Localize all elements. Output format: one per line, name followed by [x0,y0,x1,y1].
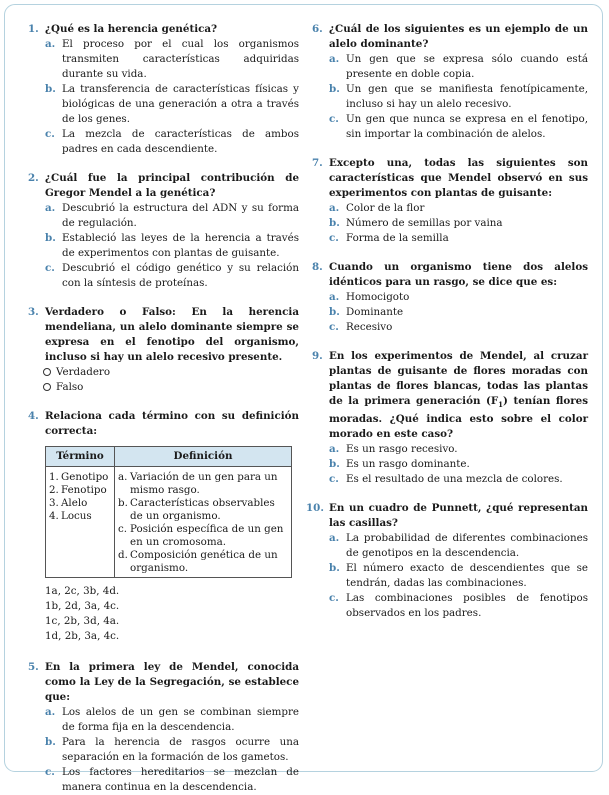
question-1 [28,22,299,157]
terms-cell [46,467,115,578]
term-item: 1. Genotipo [49,471,109,483]
option[interactable]: b. Dominante [329,306,404,318]
left-column [28,22,299,795]
question-text: ¿Qué es la herencia genética? [45,23,218,35]
question-7 [312,156,588,246]
option[interactable]: b. Número de semillas por vaina [329,217,503,229]
option[interactable]: a. Homocigoto [329,291,410,303]
option[interactable]: b. Estableció las leyes de la herencia a través de experimentos con plantas de guisante. [45,232,299,259]
option[interactable]: a. Descubrió la estructura del ADN y su forma de regulación. [45,202,299,229]
definitions-cell [115,467,292,578]
radio-circle-icon[interactable] [43,383,51,391]
question-text: ¿Cuál de los siguientes es un ejemplo de un alelo dominante? [329,23,588,50]
option[interactable]: a. Color de la flor [329,202,425,214]
radio-option-false[interactable]: Falso [28,380,299,395]
question-2 [28,171,299,291]
option[interactable]: b. El número exacto de descendientes que se tendrán, dadas las combinaciones. [329,562,588,590]
question-number: 1. [28,23,39,35]
question-text: Verdadero o Falso: En la herencia mendeliana, un alelo dominante siempre se expresa en el fenotipo del organismo, incluso si hay un alelo recesivo presente. [45,306,299,363]
definition-item: b. Características observables de un organismo. [118,497,275,522]
option[interactable]: a. La probabilidad de diferentes combinaciones de genotipos en la descendencia. [329,532,588,560]
question-number: 8. [312,261,323,273]
question-10 [306,501,588,621]
term-item: 4. Locus [49,510,92,522]
option[interactable]: b. Un gen que se manifiesta fenotípicamente, incluso si hay un alelo recesivo. [329,83,588,110]
question-text: Cuando un organismo tiene dos alelos idénticos para un rasgo, se dice que es: [329,261,588,288]
radio-option-true[interactable]: Verdadero [28,365,299,380]
option[interactable]: b. Es un rasgo dominante. [329,458,470,471]
question-text: ¿Cuál fue la principal contribución de Gregor Mendel a la genética? [45,172,299,199]
option[interactable]: b. Para la herencia de rasgos ocurre una separación en la formación de los gametos. [45,736,299,763]
option[interactable]: c. Los factores hereditarios se mezclan de manera continua en la descendencia. [45,766,299,793]
option[interactable]: c. Un gen que nunca se expresa en el fenotipo, sin importar la combinación de alelos. [329,113,588,140]
option[interactable]: c. Es el resultado de una mezcla de colores. [329,473,563,486]
answer-option[interactable]: 1d, 2b, 3a, 4c. [45,630,120,642]
question-number: 4. [28,410,39,422]
question-8 [312,260,588,335]
question-number: 6. [312,23,323,35]
option[interactable]: c. La mezcla de características de ambos padres en cada descendiente. [45,128,299,155]
table-header-definition: Definición [115,447,292,467]
option[interactable]: c. Descubrió el código genético y su relación con la síntesis de proteínas. [45,262,299,289]
definition-item: c. Posición específica de un gen en un cromosoma. [118,523,284,548]
question-number: 3. [28,306,39,318]
answer-option[interactable]: 1a, 2c, 3b, 4d. [45,585,120,597]
question-text: En la primera ley de Mendel, conocida como la Ley de la Segregación, se establece que: [45,661,299,703]
definition-item: a. Variación de un gen para un mismo rasgo. [118,471,278,496]
option[interactable]: c. Las combinaciones posibles de fenotipos observados en los padres. [329,592,588,620]
option[interactable]: c. Recesivo [329,321,393,333]
definition-item: d. Composición genética de un organismo. [118,549,278,574]
option[interactable]: a. El proceso por el cual los organismos transmiten características adquiridas durante su vida. [45,38,299,80]
worksheet-frame [4,4,603,793]
radio-circle-icon[interactable] [43,368,51,376]
question-6 [312,22,588,142]
option[interactable]: a. Un gen que se expresa sólo cuando está presente en doble copia. [329,53,588,80]
question-number: 10. [306,502,324,515]
question-number: 2. [28,172,39,184]
term-item: 2. Fenotipo [49,484,107,496]
term-item: 3. Alelo [49,497,88,509]
option[interactable]: a. Los alelos de un gen se combinan siempre de forma fija en la descendencia. [45,706,299,733]
right-column [306,22,588,621]
option[interactable]: b. La transferencia de características físicas y biológicas de una generación a otra a través de los genes. [45,83,299,125]
question-3 [28,305,299,395]
question-4 [28,409,299,644]
question-number: 9. [312,350,323,362]
answer-option[interactable]: 1c, 2b, 3d, 4a. [45,615,120,627]
answer-option[interactable]: 1b, 2d, 3a, 4c. [45,600,120,612]
matching-table [45,446,292,578]
question-text: En un cuadro de Punnett, ¿qué representan las casillas? [329,502,588,530]
question-text: Excepto una, todas las siguientes son características que Mendel observó en sus experimentos con plantas de guisante: [329,157,588,199]
question-text: Relaciona cada término con su definición correcta: [45,410,299,437]
question-number: 7. [312,157,323,169]
option[interactable]: c. Forma de la semilla [329,232,449,244]
table-header-term: Término [46,447,115,467]
question-9 [312,349,588,487]
question-text: En los experimentos de Mendel, al cruzar plantas de guisante de flores moradas con plantas de flores blancas, todas las plantas de la primera generación $(F_1)$ tenían flores moradas. ¿Qué indica esto sobre el color morado en este caso? [329,350,588,441]
question-number: 5. [28,661,39,673]
question-5 [28,660,299,795]
option[interactable]: a. Es un rasgo recesivo. [329,443,458,456]
